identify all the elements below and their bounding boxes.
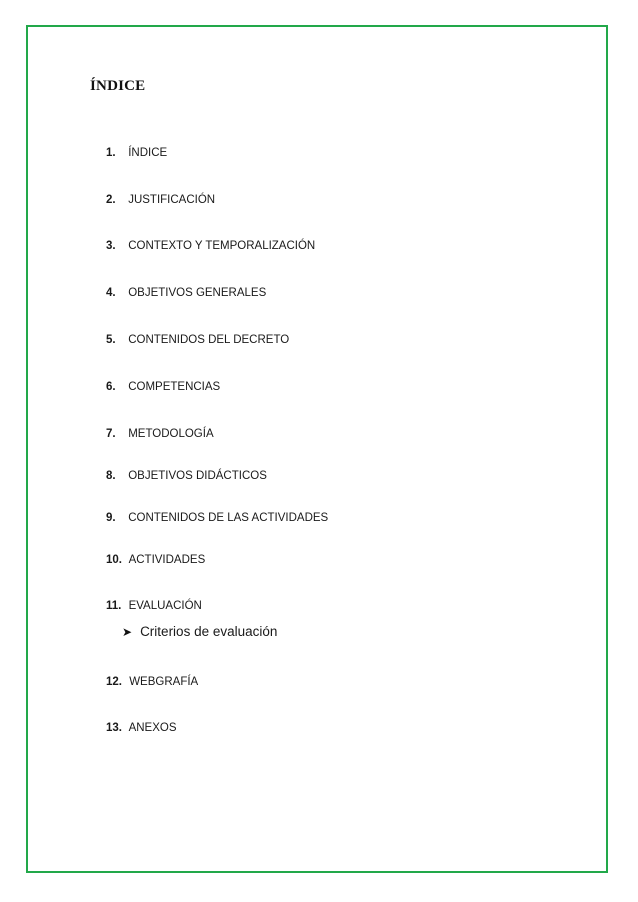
toc-label: CONTENIDOS DEL DECRETO — [128, 334, 290, 346]
toc-label: OBJETIVOS GENERALES — [128, 287, 267, 299]
toc-label: CONTEXTO Y TEMPORALIZACIÓN — [128, 240, 316, 252]
toc-item-evaluacion — [106, 600, 202, 612]
toc-number: 6. — [106, 381, 116, 393]
toc-item-justificacion — [106, 194, 215, 206]
toc-label: JUSTIFICACIÓN — [128, 194, 216, 206]
toc-item-actividades — [106, 554, 205, 566]
toc-number: 4. — [106, 287, 116, 299]
toc-item-contexto — [106, 240, 315, 252]
toc-label: OBJETIVOS DIDÁCTICOS — [128, 470, 267, 482]
toc-number: 8. — [106, 470, 116, 482]
toc-item-contenidos-actividades — [106, 512, 328, 524]
toc-subitem-criterios — [122, 624, 277, 639]
toc-number: 10. — [106, 554, 122, 566]
toc-number: 2. — [106, 194, 116, 206]
page-title: ÍNDICE — [90, 78, 146, 94]
arrowhead-bullet-icon: ➤ — [122, 625, 133, 639]
toc-item-anexos — [106, 722, 177, 734]
toc-label: CONTENIDOS DE LAS ACTIVIDADES — [128, 512, 329, 524]
toc-label: ÍNDICE — [128, 147, 168, 159]
toc-item-webgrafia — [106, 676, 198, 688]
toc-number: 7. — [106, 428, 116, 440]
toc-item-competencias — [106, 381, 220, 393]
toc-label: METODOLOGÍA — [128, 428, 214, 440]
toc-item-objetivos-generales — [106, 287, 266, 299]
toc-label: ACTIVIDADES — [128, 554, 206, 566]
toc-item-metodologia — [106, 428, 214, 440]
toc-number: 12. — [106, 676, 122, 688]
toc-number: 13. — [106, 722, 122, 734]
toc-label: ANEXOS — [128, 722, 177, 734]
toc-number: 1. — [106, 147, 116, 159]
toc-label: WEBGRAFÍA — [129, 676, 199, 688]
toc-number: 11. — [106, 600, 122, 612]
toc-label: EVALUACIÓN — [128, 600, 202, 612]
toc-number: 3. — [106, 240, 116, 252]
toc-number: 5. — [106, 334, 116, 346]
toc-item-objetivos-didacticos — [106, 470, 267, 482]
toc-label: COMPETENCIAS — [128, 381, 221, 393]
toc-subitem-label: Criterios de evaluación — [140, 624, 278, 639]
toc-number: 9. — [106, 512, 116, 524]
toc-item-contenidos-decreto — [106, 334, 289, 346]
toc-item-indice — [106, 147, 167, 159]
